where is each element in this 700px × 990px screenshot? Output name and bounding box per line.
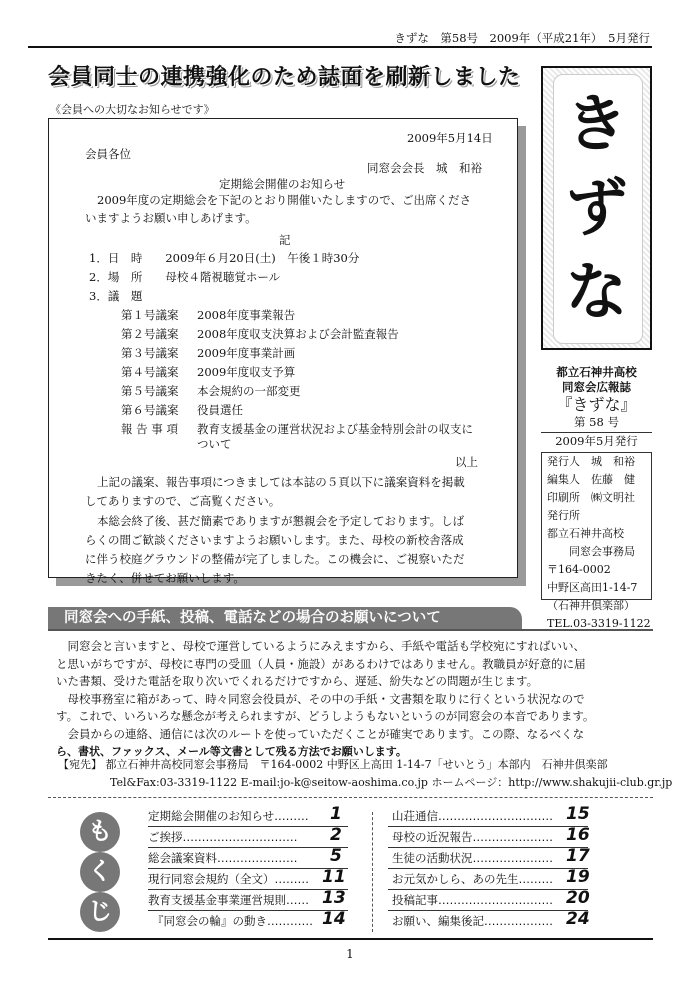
publisher-line: 発行人 城 和裕 (547, 455, 635, 468)
toc-page: 1 (330, 804, 342, 824)
toc-entry[interactable]: 生徒の活動状況………………… (392, 851, 553, 865)
toc-page: 5 (330, 846, 342, 866)
toc-page: 11 (322, 867, 346, 887)
publication-info (541, 365, 652, 449)
address-line1: 【宛先】 都立石神井高校同窓会事務局 〒164-0002 中野区上高田 1-14-7「せいとう」本部内 石神井倶楽部 (58, 758, 608, 771)
agenda-text: 教育支援基金の運営状況および基金特別会計の収支に (197, 422, 473, 436)
toc-rule (148, 826, 348, 827)
footer-rule (48, 938, 653, 940)
item-datetime: 1．日 時 2009年６月20日(土) 午後１時30分 (89, 251, 360, 265)
toc-rule (148, 889, 348, 890)
toc-page: 14 (322, 909, 346, 929)
toc-entry[interactable]: 現行同窓会規約（全文）……… (148, 872, 309, 886)
letter-sender: 同窓会会長 城 和裕 (367, 161, 482, 175)
toc-entry[interactable]: 教育支援基金事業運営規則…… (148, 893, 309, 907)
letter-para1-line1: 2009年度の定期総会を下記のとおり開催いたしますので、ご出席くださ (97, 193, 472, 207)
toc-page: 24 (566, 909, 590, 929)
toc-page: 20 (566, 888, 590, 908)
masthead-char: な (565, 255, 628, 328)
toc-entry[interactable]: 山荘通信………………………… (392, 809, 553, 823)
toc-page: 13 (322, 888, 346, 908)
publisher-line: 都立石神井高校 (547, 527, 624, 540)
toc-page: 2 (330, 825, 342, 845)
toc-rule (388, 868, 588, 869)
masthead-char: ず (565, 171, 628, 244)
toc-entry[interactable]: お元気かしら、あの先生……… (392, 872, 553, 886)
letter-title: 定期総会開催のお知らせ (219, 177, 346, 191)
body-line: 上記の議案、報告事項につきましては本誌の５頁以下に議案資料を掲載 (97, 475, 465, 489)
toc-rule (388, 889, 588, 890)
notice-line: ら、書状、ファックス、メール等文書として残る方法でお願いします。 (56, 745, 407, 758)
notice-line: と思いがちですが、母校に専門の受皿（人員・施設）があるわけではありません。教職員が好意的に届 (56, 656, 586, 671)
notice-line: 会員からの連絡、通信には次のルートを使っていただくことが確実であります。この際、なるべくな (67, 726, 585, 741)
notice-line: いた書類、受けた電話を取り次いでくれるだけですから、遅延、紛失などの問題が生じます。 (56, 674, 539, 688)
notice-line: 同窓会と言いますと、母校で運営しているようにみえますから、手紙や電話も学校宛にすればいい、 (67, 639, 585, 653)
header-rule (28, 46, 652, 48)
toc-divider (48, 797, 653, 798)
notice-banner: 同窓会への手紙、投稿、電話などの場合のお願いについて (48, 607, 522, 629)
toc-entry[interactable]: お願い、編集後記……………… (392, 914, 553, 928)
agenda-text: 2009年度収支予算 (197, 365, 296, 379)
agenda-text: 2009年度事業計画 (197, 346, 296, 360)
body-line: 本総会終了後、甚だ簡素でありますが懇親会を予定しております。しば (97, 514, 465, 528)
toc-entry[interactable]: 母校の近況報告………………… (392, 830, 553, 844)
publisher-line: 同窓会事務局 (547, 545, 635, 558)
toc-rule (148, 910, 348, 911)
publisher-list (541, 452, 652, 630)
address-line2: Tel&Fax:03-3319-1122 E-mail:jo-k@seitow-aoshima.co.jp ホームページ：http://www.shakujii-club.gr.jp (110, 776, 673, 789)
letter-box (48, 118, 518, 585)
agenda-no: 第２号議案 (121, 327, 179, 341)
agenda-no: 第５号議案 (121, 384, 179, 398)
item-agenda: 3．議 題 (89, 289, 143, 303)
ijo-mark: 以上 (455, 455, 478, 469)
toc-entry[interactable]: 総会議案資料………………… (148, 851, 298, 865)
toc-page: 19 (566, 867, 590, 887)
banner-rule (48, 629, 653, 631)
notice-body (56, 638, 656, 761)
agenda-text: 役員選任 (197, 403, 243, 417)
masthead-char: き (565, 87, 628, 160)
agenda-text-cont: ついて (197, 437, 232, 451)
agenda-no: 第４号議案 (121, 365, 179, 379)
body-line: に伴う校庭グラウンドの整備が完了しました。この機会に、ご視察いただ (85, 552, 465, 566)
toc-entry[interactable]: 『同窓会の輪』の動き………… (152, 914, 313, 928)
toc-entry[interactable]: 定期総会開催のお知らせ……… (148, 809, 309, 823)
mokuji-circle: じ (80, 892, 120, 932)
toc-column-divider (372, 812, 373, 932)
pub-kind: 同窓会広報誌 (562, 380, 631, 394)
notice-line: 母校事務室に箱があって、時々同窓会役員が、その中の手紙・文書類を取りに行くという状況なので (67, 691, 585, 706)
agenda-no: 第６号議案 (121, 403, 179, 417)
page-number: 1 (346, 947, 354, 961)
toc-rule (388, 847, 588, 848)
subtitle: 《会員への大切なお知らせです》 (50, 103, 215, 116)
letter-recipient: 会員各位 (85, 147, 131, 161)
publisher-line: （石神井倶楽部） (547, 599, 635, 612)
mokuji-circle: く (80, 852, 120, 892)
agenda-text: 2008年度事業報告 (197, 308, 296, 322)
agenda-no: 第３号議案 (121, 346, 179, 360)
publisher-line: 発行所 (547, 509, 580, 522)
publisher-line: 印刷所 ㈱文明社 (547, 491, 635, 504)
headline: 会員同士の連携強化のため誌面を刷新しました (48, 64, 521, 90)
publisher-line: TEL.03-3319-1122 (547, 617, 651, 630)
agenda-no: 第１号議案 (121, 308, 179, 322)
toc-rule (148, 868, 348, 869)
pub-date: 2009年5月発行 (541, 432, 652, 449)
toc-rule (388, 910, 588, 911)
toc-page: 15 (566, 804, 590, 824)
mokuji-circle: も (80, 812, 120, 852)
publisher-line: 〒164-0002 (547, 563, 611, 576)
toc-page: 17 (566, 846, 590, 866)
pub-issue: 第 58 号 (574, 415, 619, 429)
pub-name: 『きずな』 (556, 395, 637, 414)
toc-entry[interactable]: ご挨拶………………………… (148, 830, 298, 844)
toc-page: 16 (566, 825, 590, 845)
toc-rule (148, 847, 348, 848)
agenda-text: 本会規約の一部変更 (197, 384, 301, 398)
publisher-line: 中野区高田1-14-7 (547, 581, 638, 594)
toc-entry[interactable]: 投稿記事………………………… (392, 893, 553, 907)
body-line: きたく、併せてお願いします。 (85, 571, 245, 585)
masthead-logo (541, 66, 652, 350)
issue-header: きずな 第58号 2009年（平成21年） 5月発行 (394, 31, 650, 45)
body-line: してありますので、ご高覧ください。 (85, 494, 281, 508)
notice-line: す。これで、いろいろな懸念が考えられますが、どうしようもないというのが同窓会の本音であります。 (56, 709, 595, 723)
letter-date: 2009年5月14日 (407, 131, 493, 145)
toc-rule (388, 826, 588, 827)
agenda-no: 報 告 事 項 (121, 422, 178, 436)
body-line: らくの間ご歓談くださいますようお願いします。また、母校の新校舎落成 (85, 533, 464, 547)
pub-school: 都立石神井高校 (556, 365, 637, 379)
item-place: 2．場 所 母校４階視聴覚ホール (89, 270, 281, 284)
publisher-line: 編集人 佐藤 健 (547, 473, 635, 486)
agenda-text: 2008年度収支決算および会計監査報告 (197, 327, 399, 341)
letter-para1-line2: いますようお願い申しあげます。 (85, 211, 257, 225)
ki-mark: 記 (279, 233, 291, 247)
